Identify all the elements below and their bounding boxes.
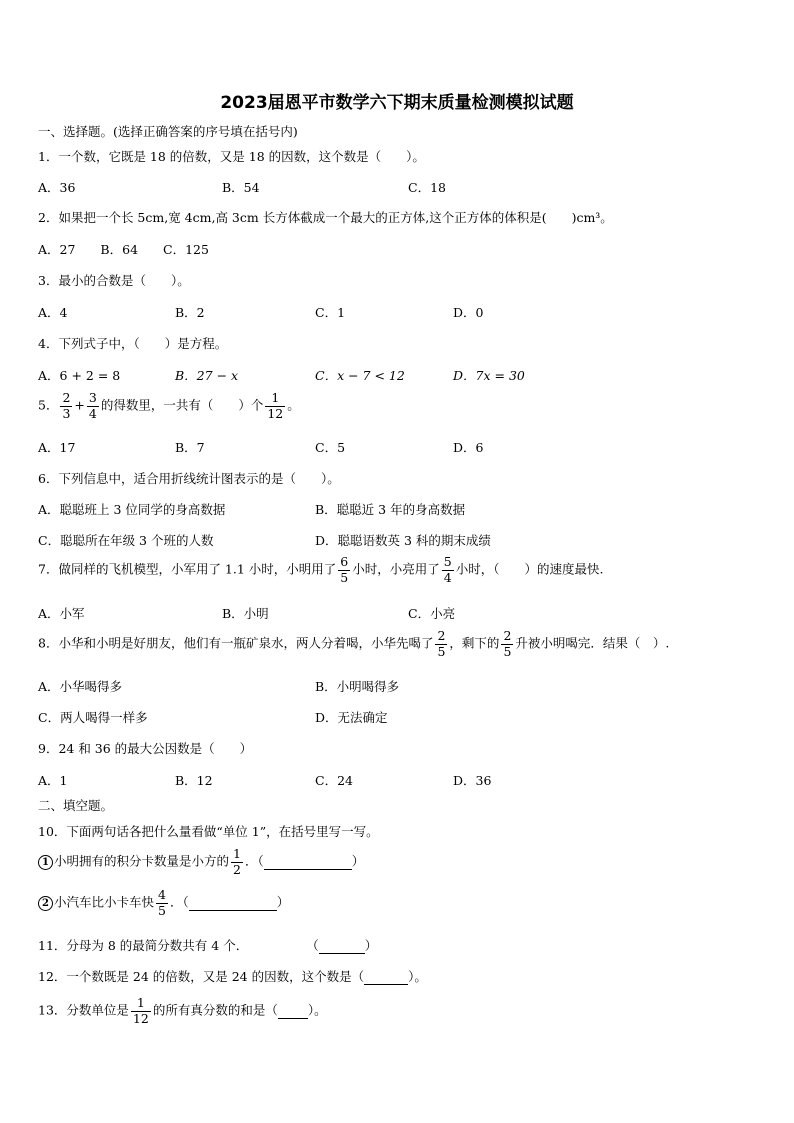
q3-option-b: B．2: [175, 305, 205, 320]
q11-open: （: [306, 938, 319, 953]
plus-sign: +: [74, 397, 85, 413]
question-3: 3．最小的合数是（ ）。: [38, 273, 190, 288]
q7-text-3: 小时，（ ）的速度最快.: [455, 561, 604, 577]
q5-end: 。: [287, 397, 300, 413]
fraction: $\frac{1}{12}$: [132, 995, 149, 1026]
question-2: 2．如果把一个长 5cm,宽 4cm,高 3cm 长方体截成一个最大的正方体,这个正方体的体积是( )cm³。: [38, 210, 613, 225]
q13-close: ）。: [307, 1002, 327, 1018]
q3-option-c: C．1: [315, 305, 346, 320]
q11-text: 11．分母为 8 的最简分数共有 4 个．: [38, 938, 249, 953]
q9-option-a: A．1: [38, 773, 68, 788]
q10-item-1-close: ）: [351, 853, 365, 869]
q8-text-3: 升被小明喝完．结果（ ）.: [515, 635, 670, 651]
circled-number-icon: 1: [38, 855, 53, 870]
circled-number-icon: 2: [38, 896, 53, 911]
q6-option-a: A．聪聪班上 3 位同学的身高数据: [38, 502, 226, 517]
question-13: [38, 997, 327, 1025]
q7-option-b: B．小明: [222, 606, 269, 621]
q2-options: A．27 B．64 C．125: [38, 242, 209, 257]
q12-text: 12．一个数既是 24 的倍数，又是 24 的因数，这个数是（: [38, 969, 365, 984]
q5-option-d: D．6: [453, 440, 484, 455]
q7-text-2: 小时，小亮用了: [352, 561, 440, 577]
q13-text-1: 13．分数单位是: [38, 1002, 129, 1018]
answer-blank[interactable]: [189, 895, 277, 911]
q4-option-a: A．6 + 2 = 8: [38, 368, 121, 383]
q12-close: ）。: [408, 969, 427, 984]
fraction: $\frac{1}{2}$: [233, 846, 241, 877]
q7-option-c: C．小亮: [408, 606, 456, 621]
q1-option-c: C．18: [408, 180, 446, 195]
section-heading-choice: 一、选择题。(选择正确答案的序号填在括号内): [38, 124, 298, 139]
question-6: 6．下列信息中，适合用折线统计图表示的是（ ）。: [38, 471, 340, 486]
q10-item-1: [38, 848, 364, 876]
question-12: [38, 967, 427, 985]
q9-option-b: B．12: [175, 773, 213, 788]
q4-option-b: B．27 − x: [175, 368, 239, 383]
fraction: $\frac{6}{5}$: [340, 554, 349, 585]
q3-option-a: A．4: [38, 305, 68, 320]
question-7: [38, 556, 603, 584]
q10-item-2: [38, 889, 289, 917]
question-11: [38, 936, 377, 954]
fraction: $\frac{2}{5}$: [503, 628, 512, 659]
q5-option-c: C．5: [315, 440, 346, 455]
q6-option-c: C．聪聪所在年级 3 个班的人数: [38, 533, 214, 548]
question-4: 4．下列式子中，（ ）是方程。: [38, 336, 228, 351]
page-title: 2023届恩平市数学六下期末质量检测模拟试题: [220, 93, 574, 113]
q13-text-2: 的所有真分数的和是（: [152, 1002, 278, 1018]
q10-item-2-close: ）: [276, 894, 290, 910]
q10-item-2-text: 小汽车比小卡车快: [54, 894, 155, 910]
q8-text-1: 8．小华和小明是好朋友，他们有一瓶矿泉水，两人分着喝，小华先喝了: [38, 635, 434, 651]
q10-item-1-open: ．（: [244, 853, 264, 869]
q8-option-c: C．两人喝得一样多: [38, 710, 148, 725]
q6-option-b: B．聪聪近 3 年的身高数据: [315, 502, 466, 517]
q9-option-c: C．24: [315, 773, 353, 788]
q1-option-b: B．54: [222, 180, 260, 195]
q10-item-1-text: 小明拥有的积分卡数量是小方的: [54, 853, 230, 869]
q7-text-1: 7．做同样的飞机模型，小军用了 1.1 小时，小明用了: [38, 561, 337, 577]
q4-option-c: C．x − 7 < 12: [315, 368, 405, 383]
fraction: $\frac{3}{4}$: [88, 390, 97, 421]
fraction: $\frac{5}{4}$: [443, 554, 452, 585]
answer-blank[interactable]: [264, 854, 352, 870]
q8-text-2: ，剩下的: [449, 635, 500, 651]
answer-blank[interactable]: [364, 969, 408, 985]
q4-option-d: D．7x = 30: [453, 368, 525, 383]
q8-option-b: B．小明喝得多: [315, 679, 400, 694]
q5-option-a: A．17: [38, 440, 76, 455]
fraction: $\frac{4}{5}$: [158, 887, 166, 918]
q7-option-a: A．小军: [38, 606, 85, 621]
q5-text: 的得数里，一共有（ ）个: [100, 397, 264, 413]
fraction: $\frac{2}{3}$: [62, 390, 71, 421]
q8-option-d: D．无法确定: [315, 710, 388, 725]
question-8: [38, 630, 669, 658]
q3-option-d: D．0: [453, 305, 484, 320]
fraction: $\frac{1}{12}$: [267, 390, 284, 421]
question-1: 1．一个数，它既是 18 的倍数，又是 18 的因数，这个数是（ ）。: [38, 149, 425, 164]
q1-option-a: A．36: [38, 180, 76, 195]
question-9: 9．24 和 36 的最大公因数是（ ）: [38, 741, 253, 756]
section-heading-fill: 二、填空题。: [38, 798, 114, 813]
q10-item-2-open: ．（: [169, 894, 189, 910]
question-5: [38, 392, 300, 420]
q6-option-d: D．聪聪语数英 3 科的期末成绩: [315, 533, 491, 548]
q9-option-d: D．36: [453, 773, 492, 788]
question-10: 10．下面两句话各把什么量看做“单位 1”，在括号里写一写。: [38, 824, 379, 839]
q11-close: ）: [364, 938, 378, 953]
answer-blank[interactable]: [278, 1003, 308, 1019]
q5-prefix: 5．: [38, 397, 59, 413]
q8-option-a: A．小华喝得多: [38, 679, 123, 694]
fraction: $\frac{2}{5}$: [437, 628, 446, 659]
answer-blank[interactable]: [319, 938, 365, 954]
q5-option-b: B．7: [175, 440, 205, 455]
